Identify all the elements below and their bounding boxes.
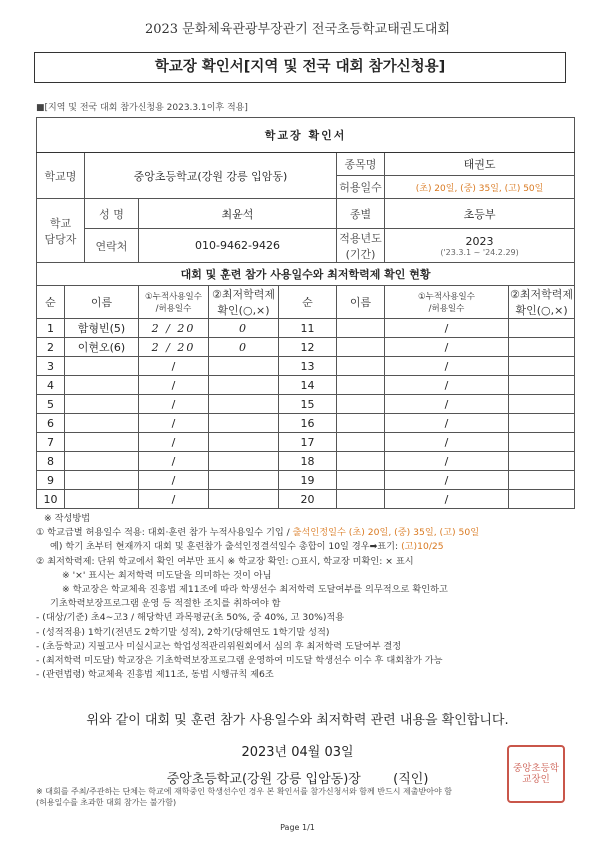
- row-name-left: [65, 471, 139, 490]
- row-name-left: [65, 376, 139, 395]
- row-no-left: 4: [37, 376, 65, 395]
- school-label: 학교명: [37, 153, 85, 199]
- school-value: 중앙초등학교(강원 강릉 입암동): [85, 153, 337, 199]
- row-min-left: [209, 357, 279, 376]
- row-no-right: 19: [279, 471, 337, 490]
- table-row: [37, 395, 575, 414]
- notes-line1b: 출석인정일수 (초) 20일, (중) 35일, (고) 50일: [292, 527, 480, 539]
- notes-line2b: (고)10/25: [401, 541, 444, 553]
- row-days-right: /: [385, 395, 509, 414]
- section-title: 대회 및 훈련 참가 사용일수와 최저학력제 확인 현황: [37, 263, 575, 286]
- row-min-left: [209, 433, 279, 452]
- notes-line8: - (성적적용) 1학기(전년도 2학기말 성적), 2학기(당해연도 1학기말 성적): [36, 626, 330, 638]
- row-no-left: 6: [37, 414, 65, 433]
- row-min-right: [509, 319, 575, 338]
- table-row: [37, 357, 575, 376]
- footnote-line1: ※ 대회를 주최/주관하는 단체는 학교에 재학중인 학생선수인 경우 본 확인서를 참가신청서와 함께 반드시 제출받아야 함: [36, 787, 452, 796]
- notes-line9: - (초등학교) 지필고사 미실시교는 학업성적관리위원회에서 심의 후 최저학력 도달여부 결정: [36, 640, 402, 652]
- col-min-right-l1: ②최저학력제: [510, 288, 574, 301]
- table-row: [37, 490, 575, 509]
- row-days-right: /: [385, 471, 509, 490]
- row-min-right: [509, 490, 575, 509]
- official-seal-stamp: 중앙초등학교장인: [507, 745, 565, 803]
- event-value: 태권도: [385, 153, 575, 176]
- table-row: [37, 338, 575, 357]
- row-name-right: [337, 319, 385, 338]
- row-no-left: 2: [37, 338, 65, 357]
- row-no-right: 16: [279, 414, 337, 433]
- row-name-right: [337, 471, 385, 490]
- row-min-right: [509, 414, 575, 433]
- row-name-left: [65, 490, 139, 509]
- notes-title: ※ 작성방법: [44, 513, 91, 524]
- year-cell: [385, 229, 575, 263]
- row-no-right: 20: [279, 490, 337, 509]
- form-title: 학교장 확인서[지역 및 전국 대회 참가신청용]: [34, 52, 566, 83]
- contact-value: 010-9462-9426: [139, 229, 337, 263]
- row-days-right: /: [385, 452, 509, 471]
- manager-label-line2: 담당자: [44, 232, 77, 246]
- row-min-left: [209, 490, 279, 509]
- event-label: 종목명: [337, 153, 385, 176]
- row-min-right: [509, 452, 575, 471]
- row-no-left: 9: [37, 471, 65, 490]
- row-days-right: /: [385, 376, 509, 395]
- row-no-left: 5: [37, 395, 65, 414]
- notes-line6: 기초학력보장프로그램 운영 등 적절한 조치를 취하여야 함: [50, 598, 281, 610]
- year-label-line2: (기간): [345, 247, 376, 261]
- row-min-right: [509, 471, 575, 490]
- col-days-right-l2: /허용일수: [428, 304, 465, 314]
- notes-line1: [36, 526, 576, 540]
- col-days-left-l2: /허용일수: [155, 304, 192, 314]
- notes-line7: - (대상/기준) 초4∼고3 / 해당학년 과목평균(초 50%, 중 40%, 고 30%)적용: [36, 612, 345, 624]
- row-name-left: [65, 452, 139, 471]
- row-name-right: [337, 414, 385, 433]
- table-row: [37, 414, 575, 433]
- row-no-left: 1: [37, 319, 65, 338]
- applicability-note: ■[지역 및 전국 대회 참가신청용 2023.3.1이후 적용]: [36, 103, 248, 113]
- row-no-right: 13: [279, 357, 337, 376]
- col-min-right: [509, 286, 575, 319]
- notes-line10: - (최저학력 미도달) 학교장은 기초학력보장프로그램 운영하여 미도달 학생선수 이수 후 대회참가 가능: [36, 655, 443, 667]
- row-name-left: [65, 433, 139, 452]
- table-row: [37, 452, 575, 471]
- row-min-right: [509, 338, 575, 357]
- row-days-left: /: [139, 357, 209, 376]
- row-name-left: [65, 414, 139, 433]
- row-min-right: [509, 357, 575, 376]
- row-min-left: [209, 376, 279, 395]
- col-min-left-l2: 확인(○,×): [217, 304, 270, 317]
- writing-instructions: [36, 512, 576, 682]
- confirmation-form-table: [36, 117, 575, 509]
- row-name-right: [337, 376, 385, 395]
- footnote-line2: (허용일수를 초과한 대회 참가는 불가함): [36, 797, 177, 807]
- row-days-left: /: [139, 452, 209, 471]
- manager-label-line1: 학교: [49, 216, 72, 230]
- row-min-left: [209, 395, 279, 414]
- allowed-days-value: (초) 20일, (중) 35일, (고) 50일: [385, 176, 575, 199]
- row-min-left: 0: [209, 319, 279, 338]
- contact-label: 연락처: [85, 229, 139, 263]
- year-label: [337, 229, 385, 263]
- seal-label: (직인): [393, 772, 429, 787]
- col-name-right: 이름: [337, 286, 385, 319]
- row-name-left: [65, 395, 139, 414]
- status-rows: [37, 319, 575, 509]
- year-label-line1: 적용년도: [339, 231, 382, 245]
- notes-line2a: 예) 학기 초부터 현재까지 대회 및 훈련참가 출석인정결석일수 총합이 10일 경우➡표기:: [50, 541, 402, 553]
- row-name-right: [337, 452, 385, 471]
- row-name-left: 이현오(6): [65, 338, 139, 357]
- notes-line4: ※ '×' 표시는 최저학력 미도달을 의미하는 것이 아님: [62, 569, 272, 581]
- row-days-right: /: [385, 338, 509, 357]
- row-days-left: /: [139, 490, 209, 509]
- col-days-right-l1: ①누적사용일수: [418, 292, 475, 302]
- event-title: 2023 문화체육관광부장관기 전국초등학교태권도대회: [144, 22, 451, 37]
- col-min-left: [209, 286, 279, 319]
- row-no-right: 17: [279, 433, 337, 452]
- col-name-left: 이름: [65, 286, 139, 319]
- row-days-right: /: [385, 433, 509, 452]
- name-label: 성 명: [85, 199, 139, 229]
- row-name-left: [65, 357, 139, 376]
- row-no-right: 11: [279, 319, 337, 338]
- row-days-left: /: [139, 414, 209, 433]
- row-no-left: 3: [37, 357, 65, 376]
- col-days-left: [139, 286, 209, 319]
- row-days-right: /: [385, 319, 509, 338]
- confirmation-statement: 위와 같이 대회 및 훈련 참가 사용일수와 최저학력 관련 내용을 확인합니다.: [86, 713, 509, 728]
- row-no-left: 8: [37, 452, 65, 471]
- notes-line2: [36, 540, 576, 554]
- col-days-right: [385, 286, 509, 319]
- confirmation-date: 2023년 04월 03일: [241, 745, 354, 760]
- row-days-left: /: [139, 376, 209, 395]
- row-min-right: [509, 433, 575, 452]
- allowed-days-label: 허용일수: [337, 176, 385, 199]
- row-min-left: [209, 452, 279, 471]
- col-min-left-l1: ②최저학력제: [212, 288, 275, 301]
- manager-label: [37, 199, 85, 263]
- row-days-left: /: [139, 471, 209, 490]
- row-days-left: /: [139, 433, 209, 452]
- notes-line5: ※ 학교장은 학교체육 진흥법 제11조에 따라 학생선수 최저학력 도달여부를 의무적으로 확인하고: [62, 584, 448, 596]
- notes-line3: ② 최저학력제: 단위 학교에서 확인 여부만 표시 ※ 학교장 확인: ○표시, 학교장 미확인: × 표시: [36, 555, 414, 567]
- page-number: Page 1/1: [280, 823, 315, 832]
- name-value: 최윤석: [139, 199, 337, 229]
- col-no-left: 순: [37, 286, 65, 319]
- footnote: [36, 787, 576, 808]
- row-no-right: 18: [279, 452, 337, 471]
- row-name-right: [337, 338, 385, 357]
- table-row: [37, 471, 575, 490]
- notes-line11: - (관련법령) 학교체육 진흥법 제11조, 동법 시행규칙 제6조: [36, 669, 274, 681]
- form-heading: 학교장 확인서: [37, 118, 575, 153]
- row-no-right: 12: [279, 338, 337, 357]
- row-name-right: [337, 357, 385, 376]
- notes-line1a: ① 학교급별 허용일수 적용: 대회·훈련 참가 누적사용일수 기입 /: [36, 527, 293, 539]
- year-period: ('23.3.1 ~ '24.2.29): [440, 247, 519, 257]
- row-name-right: [337, 433, 385, 452]
- table-row: [37, 376, 575, 395]
- row-no-right: 14: [279, 376, 337, 395]
- row-name-right: [337, 490, 385, 509]
- signer-name: 중앙초등학교(강원 강릉 입암동)장: [166, 772, 361, 787]
- row-min-right: [509, 376, 575, 395]
- row-min-right: [509, 395, 575, 414]
- row-min-left: [209, 414, 279, 433]
- row-no-left: 7: [37, 433, 65, 452]
- row-days-left: 2 / 20: [139, 338, 209, 357]
- col-days-left-l1: ①누적사용일수: [145, 292, 202, 302]
- row-days-left: /: [139, 395, 209, 414]
- row-name-left: 함형빈(5): [65, 319, 139, 338]
- row-days-left: 2 / 20: [139, 319, 209, 338]
- division-label: 종별: [337, 199, 385, 229]
- row-name-right: [337, 395, 385, 414]
- row-days-right: /: [385, 490, 509, 509]
- row-min-left: [209, 471, 279, 490]
- row-min-left: 0: [209, 338, 279, 357]
- division-value: 초등부: [385, 199, 575, 229]
- row-days-right: /: [385, 414, 509, 433]
- col-no-right: 순: [279, 286, 337, 319]
- row-no-right: 15: [279, 395, 337, 414]
- year-value: 2023: [465, 234, 494, 248]
- table-row: [37, 433, 575, 452]
- col-min-right-l2: 확인(○,×): [515, 304, 568, 317]
- row-no-left: 10: [37, 490, 65, 509]
- row-days-right: /: [385, 357, 509, 376]
- signer-line: [0, 768, 595, 787]
- table-row: [37, 319, 575, 338]
